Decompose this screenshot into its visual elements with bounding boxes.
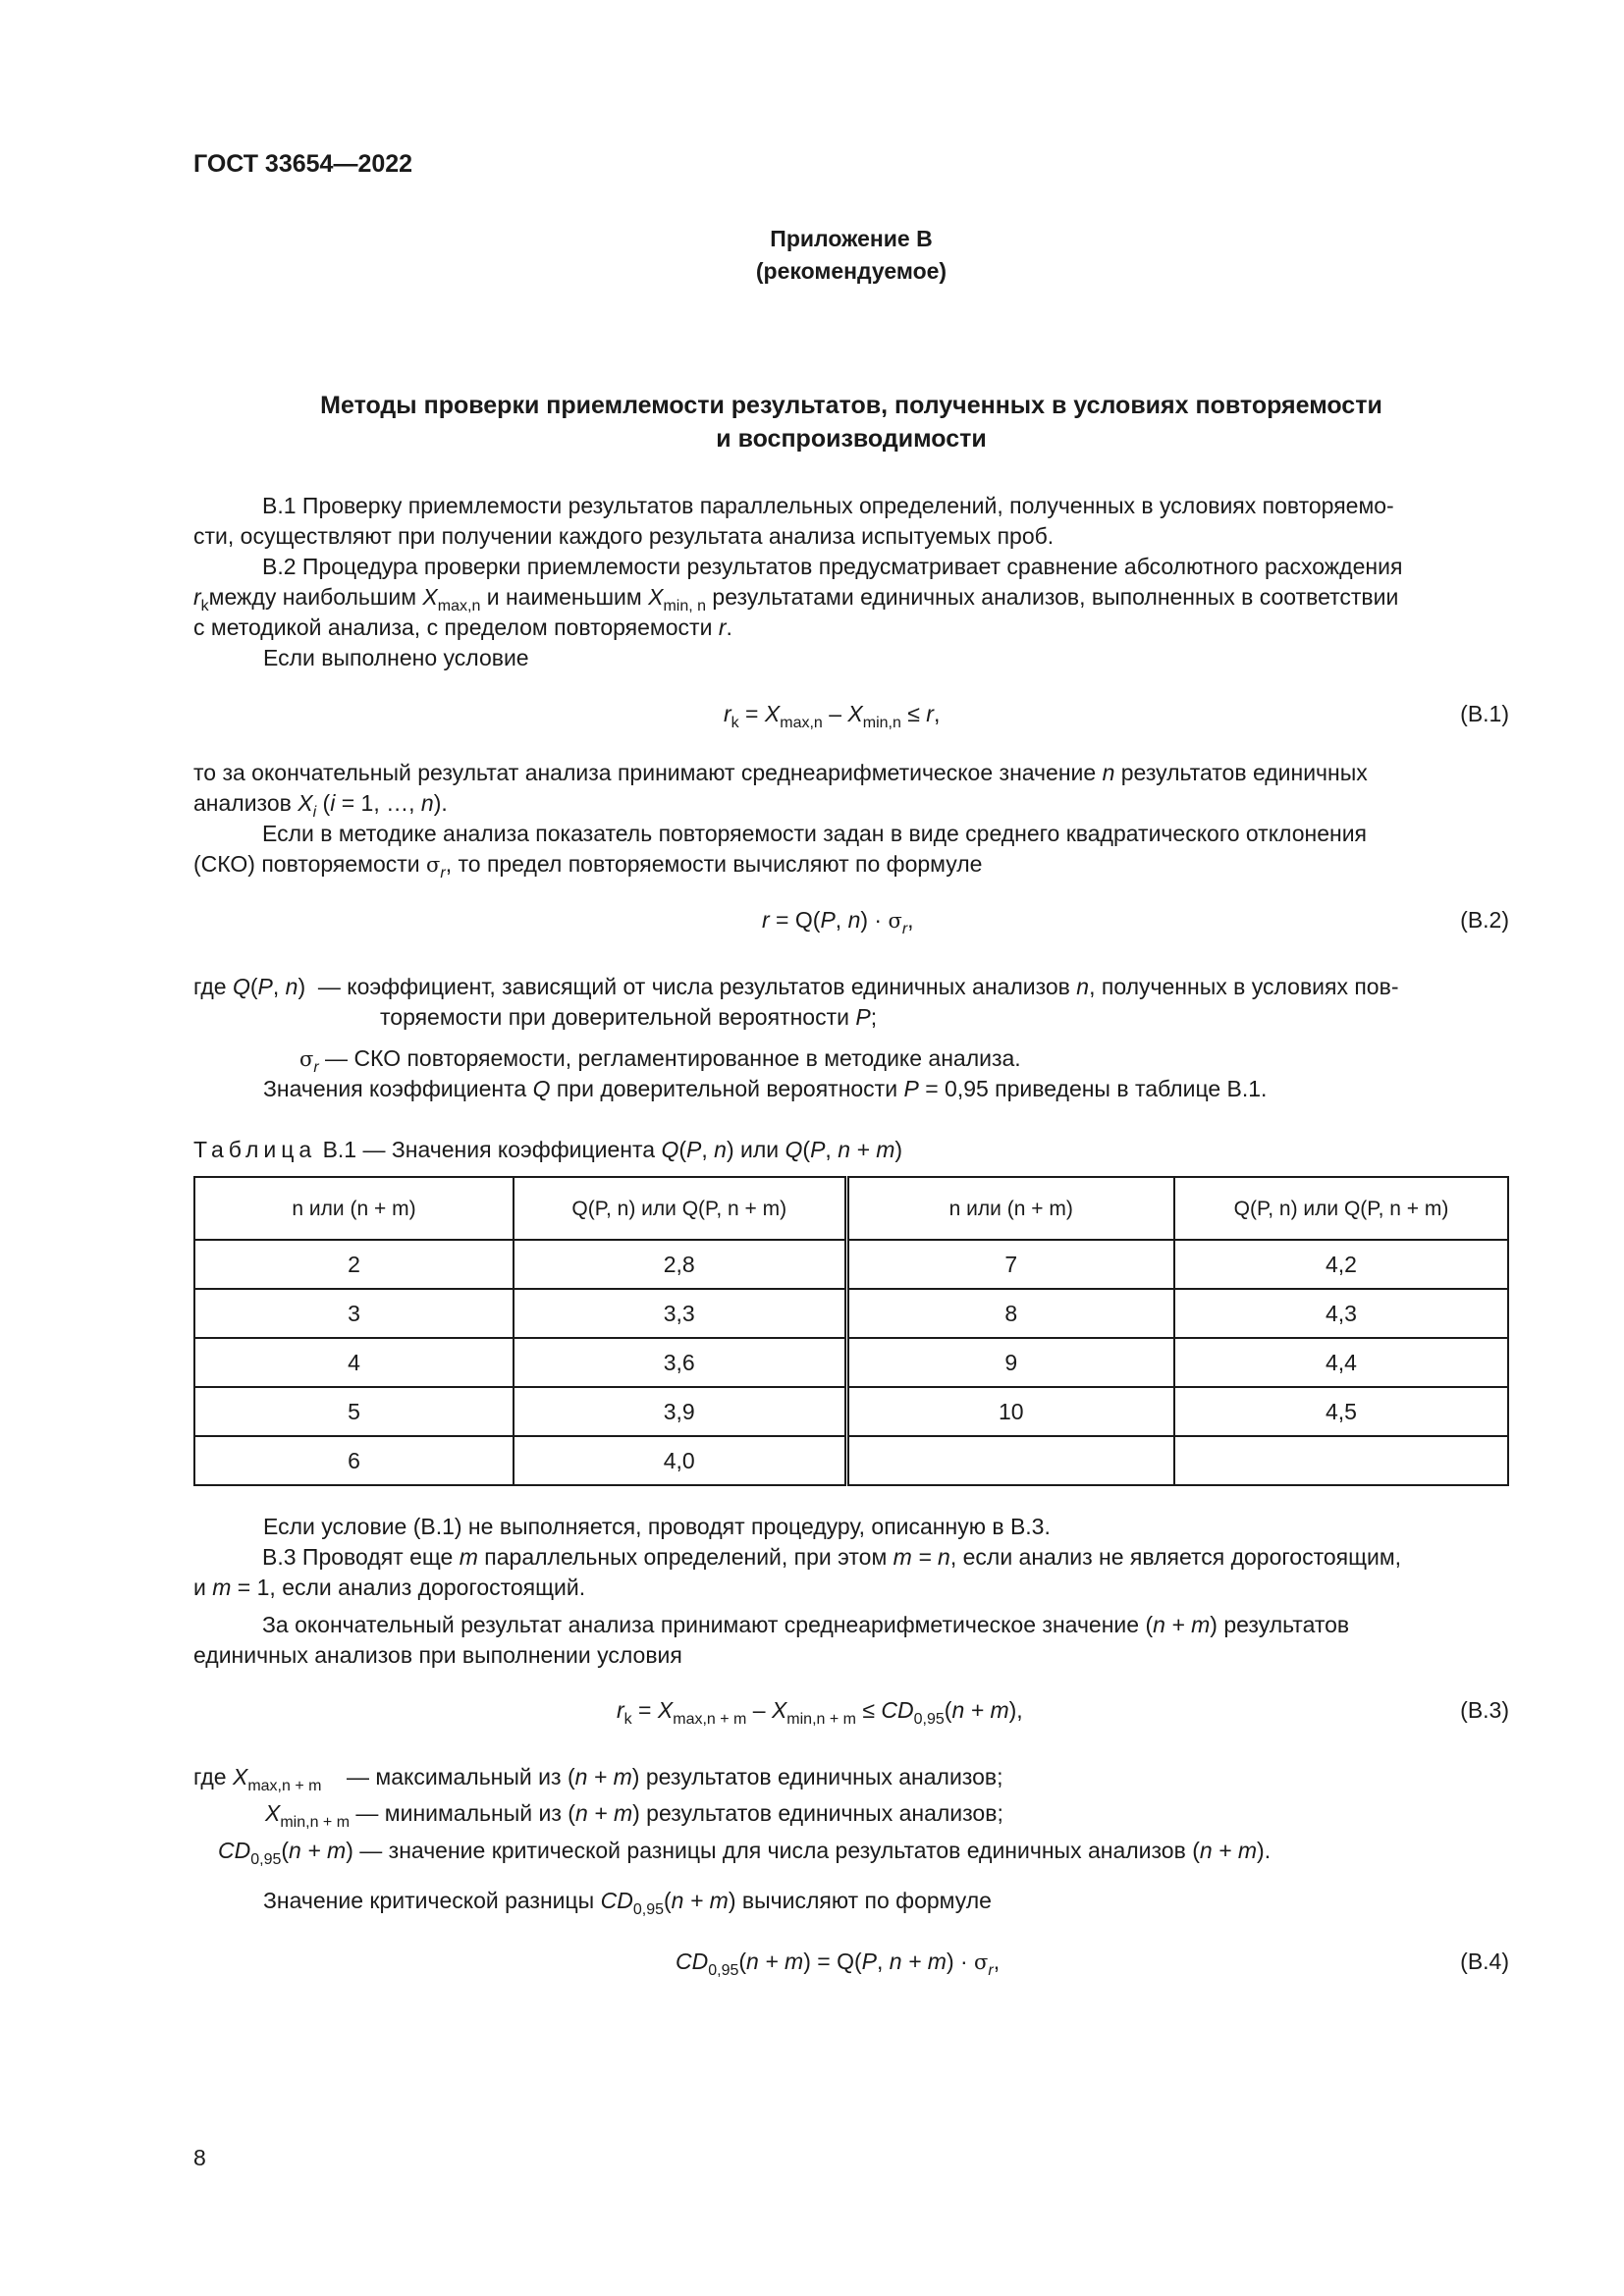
subscript: k [623, 1711, 632, 1728]
text-span: За окончательный результат анализа принимают среднеарифметическое значение ( [262, 1612, 1154, 1637]
text-span: торяемости при доверительной вероятности [380, 1004, 856, 1030]
text-span: результатами единичных анализов, выполненных в соответствии [706, 584, 1399, 610]
paragraph-sko-line2 [193, 849, 1509, 881]
section-title-line2: и воспроизводимости [716, 425, 987, 453]
paragraph-final-line1 [193, 1610, 1509, 1640]
symbol-p: P [810, 1137, 826, 1162]
text-span: где [193, 974, 233, 999]
annex-subtitle: (рекомендуемое) [755, 258, 947, 284]
symbol-p: P [903, 1076, 919, 1101]
symbol-m: m [212, 1575, 232, 1600]
table-cell: 4,2 [1174, 1240, 1508, 1289]
where-min-definition [265, 1798, 1003, 1829]
symbol-n-plus-m: n + m [574, 1800, 633, 1826]
text-span: ) [894, 1137, 903, 1162]
text-span: , [933, 701, 941, 726]
table-cell: 8 [846, 1289, 1174, 1338]
text-span: = 0,95 приведены в таблице В.1. [918, 1076, 1268, 1101]
symbol-q: Q [532, 1076, 551, 1101]
text-span: Значение критической разницы [263, 1888, 601, 1913]
text-span: — значение критической разницы для числа результатов единичных анализов ( [352, 1838, 1200, 1863]
text-span: ≤ [900, 701, 927, 726]
text-span: , если анализ не является дорогостоящим, [949, 1544, 1402, 1570]
text-span: ) результатов единичных анализов; [631, 1764, 1003, 1789]
paragraph-b3-line2 [193, 1573, 1509, 1603]
table-cell: 5 [194, 1387, 514, 1436]
text-span: ). [1257, 1838, 1272, 1863]
equation-number-b2: (В.2) [1460, 907, 1509, 933]
text-span: — СКО повторяемости, регламентированное в методике анализа. [318, 1045, 1021, 1071]
paragraph-final-line2: единичных анализов при выполнении условия [193, 1642, 682, 1668]
equation-number-b4: (В.4) [1460, 1949, 1509, 1974]
table-header-cell: Q(P, n) или Q(P, n + m) [514, 1177, 846, 1240]
table-cell: 9 [846, 1338, 1174, 1387]
paragraph-sko-line1: Если в методике анализа показатель повторяемости задан в виде среднего квадратического отклонения [262, 821, 1367, 846]
text-span: Значения коэффициента [263, 1076, 533, 1101]
symbol-p: P [686, 1137, 702, 1162]
table-cell: 4,4 [1174, 1338, 1508, 1387]
text-span: ). [433, 790, 448, 816]
subscript: min, n [663, 598, 707, 614]
text-span: , полученных в условиях пов- [1089, 974, 1399, 999]
text-span: В.1 — Значения коэффициента [316, 1137, 662, 1162]
symbol-n-plus-m: n + m [889, 1949, 947, 1974]
symbol-n-plus-m: n + m [574, 1764, 632, 1789]
text-span: анализов [193, 790, 298, 816]
text-span: ) результатов единичных анализов; [632, 1800, 1003, 1826]
text-span: и наименьшим [480, 584, 649, 610]
symbol-p: P [257, 974, 273, 999]
text-span: = [631, 1697, 658, 1723]
section-title [193, 389, 1509, 455]
text-span: = 1, если анализ дорогостоящий. [231, 1575, 586, 1600]
symbol-r: r [724, 701, 731, 726]
where-q-definition: где Q(P, n) — коэффициент, зависящий от числа результатов единичных анализов n, полученных в условиях пов- торяемости при доверительной вероятности P; [193, 974, 1399, 1030]
text-span: В.3 Проводят еще [262, 1544, 460, 1570]
paragraph-b2-line2 [193, 582, 1509, 613]
symbol-q: Q [232, 974, 250, 999]
symbol-sigma: σ [426, 853, 441, 877]
symbol-x: X [648, 584, 664, 610]
table-cell: 3 [194, 1289, 514, 1338]
table-header-row [194, 1177, 1508, 1240]
table-cell: 10 [846, 1387, 1174, 1436]
formula-b3 [617, 1695, 1023, 1726]
symbol-r: r [193, 584, 201, 610]
subscript: 0,95 [708, 1962, 739, 1979]
text-span: = Q( [769, 907, 821, 933]
paragraph-b3-line1 [193, 1542, 1509, 1573]
table-cell: 4,5 [1174, 1387, 1508, 1436]
symbol-r: r [617, 1697, 624, 1723]
symbol-q: Q [785, 1137, 803, 1162]
symbol-r: r [440, 865, 446, 881]
text-span: ) · [946, 1949, 975, 1974]
subscript: min,n + m [280, 1814, 351, 1831]
document-id: ГОСТ 33654—2022 [193, 150, 413, 178]
subscript: max,n + m [673, 1711, 747, 1728]
symbol-m: m [459, 1544, 478, 1570]
table-header-cell: n или (n + m) [194, 1177, 514, 1240]
table-row [194, 1289, 1508, 1338]
text-span: между наибольшим [208, 584, 423, 610]
subscript: max,n [780, 715, 823, 731]
text-span: при доверительной вероятности [550, 1076, 904, 1101]
values-note [263, 1074, 1267, 1104]
subscript: k [731, 715, 739, 731]
text-span: – [746, 1697, 772, 1723]
text-span: ) = Q( [803, 1949, 862, 1974]
text-span: , [993, 1949, 1001, 1974]
symbol-n: n [1102, 760, 1115, 785]
text-span: ) результатов [1210, 1612, 1350, 1637]
text-span: ( [316, 790, 331, 816]
text-span: результатов единичных [1114, 760, 1368, 785]
symbol-r: r [313, 1059, 319, 1076]
cd-intro: Значение критической разницы $CD_{0,95}(n + m)$ вычисляют по формуле [263, 1888, 992, 1918]
formula-b4: $CD_{0,95}(n + m) = Q(P$, $n + m) \cdot \sigma_r$, [676, 1949, 1001, 1979]
table-cell: 7 [846, 1240, 1174, 1289]
symbol-r: r [718, 614, 727, 640]
text-span: ≤ [855, 1697, 882, 1723]
text-span: с методикой анализа, с пределом повторяемости [193, 614, 719, 640]
symbol-n: n [285, 974, 298, 999]
symbol-p: P [861, 1949, 877, 1974]
subscript: k [200, 598, 209, 614]
subscript: min,n [862, 715, 901, 731]
symbol-r: r [901, 921, 908, 937]
formula-b1 [724, 699, 940, 729]
symbol-r: r [988, 1962, 994, 1979]
symbol-q: Q [661, 1137, 679, 1162]
text-span: ) · [860, 907, 889, 933]
text-span: и [193, 1575, 213, 1600]
symbol-x: X [265, 1800, 281, 1826]
subscript: 0,95 [250, 1851, 282, 1868]
symbol-n-plus-m: n + m [746, 1949, 804, 1974]
symbol-n: n [1076, 974, 1090, 999]
equation-number-b1: (В.1) [1460, 701, 1509, 726]
where-sigma-definition [299, 1043, 1021, 1075]
section-title-line1: Методы проверки приемлемости результатов, полученных в условиях повторяемости [320, 392, 1382, 419]
symbol-cd: CD [600, 1888, 633, 1913]
symbol-x: X [298, 790, 313, 816]
symbol-p: P [820, 907, 836, 933]
text-span: . [726, 614, 732, 640]
symbol-x: X [232, 1764, 248, 1789]
subscript: 0,95 [632, 1901, 664, 1918]
paragraph-b1-line1: В.1 Проверку приемлемости результатов параллельных определений, полученных в условиях повторяемо- [262, 493, 1394, 518]
text-span: то за окончательный результат анализа принимают среднеарифметическое значение [193, 760, 1103, 785]
symbol-p: P [855, 1004, 871, 1030]
where-max-definition [193, 1762, 1002, 1792]
symbol-n-plus-m: n + m [1199, 1838, 1258, 1863]
subscript: 0,95 [913, 1711, 945, 1728]
comma: , [835, 907, 848, 933]
table-cell: 6 [194, 1436, 514, 1485]
equation-number-b3: (В.3) [1460, 1697, 1509, 1723]
text-span: = [738, 701, 765, 726]
symbol-n-plus-m: n + m [671, 1888, 729, 1913]
symbol-x: X [847, 701, 863, 726]
table-row [194, 1436, 1508, 1485]
symbol-x: X [764, 701, 781, 726]
table-row [194, 1338, 1508, 1387]
text-span: ) или [726, 1137, 785, 1162]
subscript: max,n [437, 598, 481, 614]
table-cell: 3,9 [514, 1387, 846, 1436]
text-span: где [193, 1764, 233, 1789]
text-span: — минимальный из ( [350, 1800, 575, 1826]
table-row [194, 1240, 1508, 1289]
table-row [194, 1387, 1508, 1436]
paragraph-b2-line3 [193, 613, 1509, 643]
symbol-sigma: σ [299, 1047, 314, 1071]
formula-b2 [762, 905, 914, 936]
text-span: — коэффициент, зависящий от числа результатов единичных анализов [311, 974, 1077, 999]
text-span: (СКО) повторяемости [193, 851, 427, 877]
symbol-n-plus-m: n + m [1153, 1612, 1211, 1637]
symbol-n: n [847, 907, 861, 933]
paragraph-b2-line1: В.2 Процедура проверки приемлемости результатов предусматривает сравнение абсолютного расхождения [262, 554, 1403, 579]
text-span: = 1, …, [335, 790, 421, 816]
table-cell: 4 [194, 1338, 514, 1387]
table-cell: 2,8 [514, 1240, 846, 1289]
text-span: , то предел повторяемости вычисляют по формуле [445, 851, 983, 877]
symbol-n-plus-m: n + m [289, 1838, 347, 1863]
table-caption-word: Таблица [193, 1137, 317, 1162]
table-caption: Таблица В.1 — Значения коэффициента Q(P, n) или Q(P, n + m) [193, 1137, 903, 1162]
symbol-i: i [312, 804, 317, 821]
text-span: — максимальный из ( [340, 1764, 575, 1789]
table-cell [846, 1436, 1174, 1485]
table-cell: 3,6 [514, 1338, 846, 1387]
subscript: max,n + m [247, 1778, 322, 1794]
text-span: ( [944, 1697, 952, 1723]
not-satisfied-note: Если условие (В.1) не выполняется, проводят процедуру, описанную в В.3. [263, 1514, 1051, 1539]
paragraph-after-b1-line2 [193, 788, 1509, 819]
symbol-sigma: σ [888, 909, 902, 933]
table-cell: 4,3 [1174, 1289, 1508, 1338]
symbol-i: i [330, 790, 336, 816]
paragraph-after-b1-line1 [193, 758, 1509, 788]
symbol-x: X [771, 1697, 787, 1723]
symbol-cd: CD [676, 1949, 709, 1974]
condition-intro: Если выполнено условие [263, 645, 529, 670]
annex-heading [193, 223, 1509, 288]
symbol-x: X [657, 1697, 674, 1723]
text-span: , [907, 907, 914, 933]
table-cell: 4,0 [514, 1436, 846, 1485]
text-span: ), [1008, 1697, 1023, 1723]
symbol-n-plus-m: n + m [951, 1697, 1009, 1723]
table-header-cell: Q(P, n) или Q(P, n + m) [1174, 1177, 1508, 1240]
where-cd-definition: $CD_{0,95}(n + m)$ — значение критической разницы для числа результатов единичных анализов (n + m). [218, 1838, 1272, 1868]
symbol-m-eq-n: m = n [893, 1544, 950, 1570]
coefficient-table [193, 1176, 1509, 1486]
text-span: вычисляют по формуле [735, 1888, 992, 1913]
paragraph-b1 [193, 491, 1509, 521]
table-header-cell: n или (n + m) [846, 1177, 1174, 1240]
symbol-cd: CD [218, 1838, 251, 1863]
text-span: ; [870, 1004, 878, 1030]
text-span: – [822, 701, 848, 726]
symbol-n: n [714, 1137, 727, 1162]
symbol-r: r [762, 907, 770, 933]
annex-title: Приложение В [770, 226, 933, 251]
text-span: параллельных определений, при этом [477, 1544, 893, 1570]
table-cell: 2 [194, 1240, 514, 1289]
symbol-x: X [422, 584, 438, 610]
symbol-sigma: σ [974, 1950, 989, 1974]
symbol-n: n [420, 790, 434, 816]
paragraph-b1-line2: сти, осуществляют при получении каждого результата анализа испытуемых проб. [193, 523, 1055, 549]
symbol-n-plus-m: n + m [838, 1137, 895, 1162]
symbol-r: r [926, 701, 934, 726]
table-cell [1174, 1436, 1508, 1485]
page-number: 8 [193, 2145, 206, 2170]
table-cell: 3,3 [514, 1289, 846, 1338]
symbol-cd: CD [881, 1697, 914, 1723]
subscript: min,n + m [786, 1711, 856, 1728]
